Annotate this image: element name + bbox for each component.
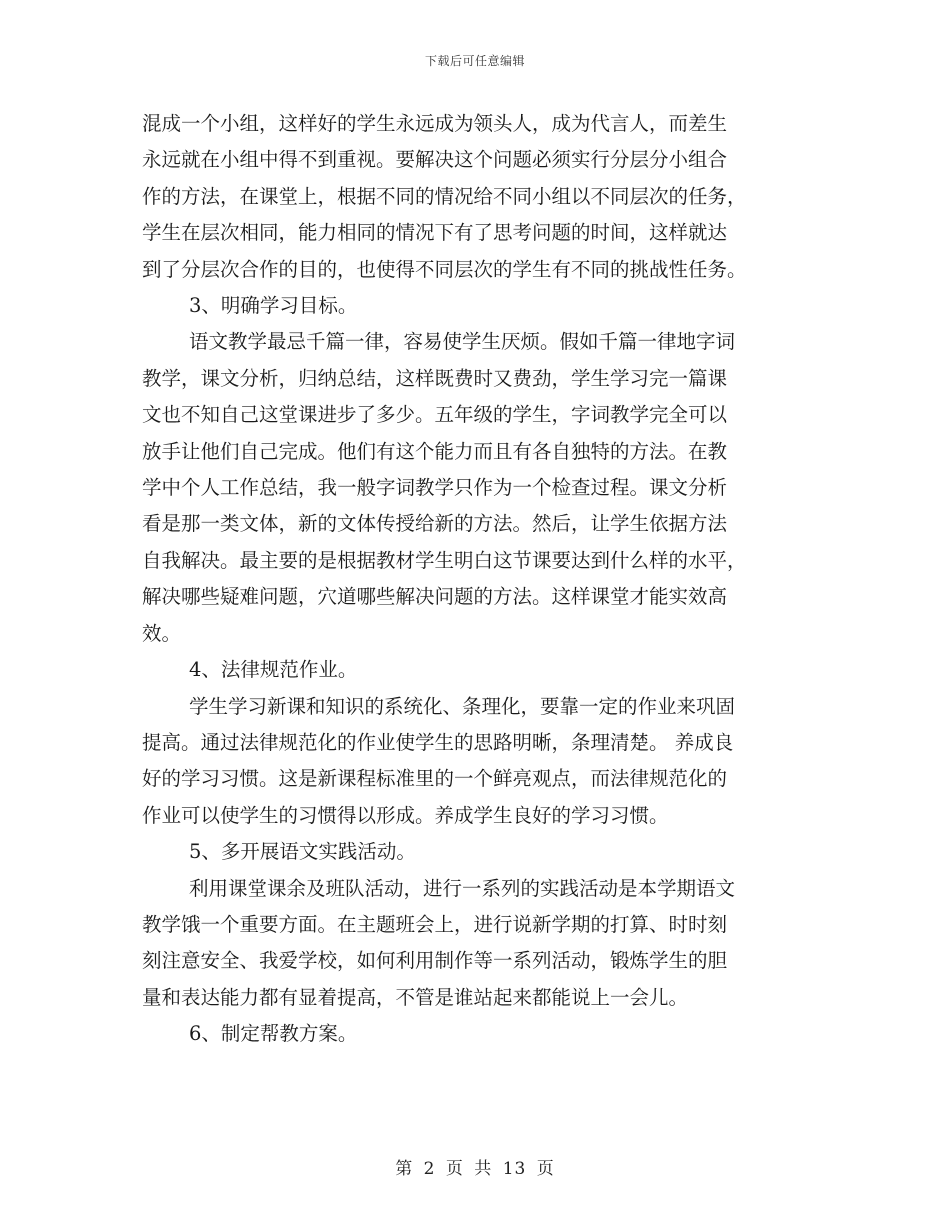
paragraph-line: 教学，课文分析，归纳总结，这样既费时又费劲，学生学习完一篇课 — [142, 366, 728, 390]
paragraph-line: 学生学习新课和知识的系统化、条理化，要靠一定的作业来巩固 — [189, 694, 736, 718]
paragraph-line: 学生在层次相同，能力相同的情况下有了思考问题的时间，这样就达 — [142, 221, 728, 245]
paragraph-line: 教学饿一个重要方面。在主题班会上，进行说新学期的打算、时时刻 — [142, 912, 728, 936]
page-header: 下载后可任意编辑 — [424, 54, 525, 68]
paragraph-line: 提高。通过法律规范化的作业使学生的思路明晰，条理清楚。 养成良 — [142, 730, 734, 754]
paragraph-line: 解决哪些疑难问题，穴道哪些解决问题的方法。这样课堂才能实效高 — [142, 585, 728, 609]
paragraph-line: 混成一个小组，这样好的学生永远成为领头人，成为代言人，而差生 — [142, 112, 728, 135]
section-heading: 5、多开展语文实践活动。 — [189, 840, 416, 864]
paragraph-line: 刻注意安全、我爱学校，如何利用制作等一系列活动，锻炼学生的胆 — [142, 949, 728, 973]
paragraph-line: 作的方法，在课堂上，根据不同的情况给不同小组以不同层次的任务， — [142, 184, 747, 208]
paragraph-line: 好的学习习惯。这是新课程标准里的一个鲜亮观点，而法律规范化的 — [142, 767, 728, 791]
paragraph-line: 语文教学最忌千篇一律，容易使学生厌烦。假如千篇一律地字词 — [189, 330, 736, 354]
paragraph-line: 学中个人工作总结，我一般字词教学只作为一个检查过程。课文分析 — [142, 476, 728, 500]
paragraph-line: 效。 — [142, 621, 182, 645]
paragraph-line: 永远就在小组中得不到重视。要解决这个问题必须实行分层分小组合 — [142, 148, 728, 172]
section-heading: 3、明确学习目标。 — [189, 294, 358, 318]
document-body — [142, 106, 810, 1053]
page-number-footer: 第 2 页 共 13 页 — [395, 1159, 555, 1179]
section-heading: 4、法律规范作业。 — [189, 658, 358, 682]
paragraph-line: 到了分层次合作的目的，也使得不同层次的学生有不同的挑战性任务。 — [142, 257, 747, 281]
paragraph-line: 文也不知自己这堂课进步了多少。五年级的学生，字词教学完全可以 — [142, 403, 728, 427]
section-heading: 6、制定帮教方案。 — [189, 1022, 358, 1046]
paragraph-line: 量和表达能力都有显着提高，不管是谁站起来都能说上一会儿。 — [142, 985, 689, 1009]
paragraph-line: 看是那一类文体，新的文体传授给新的方法。然后，让学生依据方法 — [142, 512, 728, 536]
paragraph-line: 作业可以使学生的习惯得以形成。养成学生良好的学习习惯。 — [142, 803, 669, 827]
paragraph-line: 放手让他们自己完成。他们有这个能力而且有各自独特的方法。在教 — [142, 439, 728, 463]
paragraph-line: 自我解决。最主要的是根据教材学生明白这节课要达到什么样的水平， — [142, 548, 747, 572]
paragraph-line: 利用课堂课余及班队活动，进行一系列的实践活动是本学期语文 — [189, 876, 736, 900]
